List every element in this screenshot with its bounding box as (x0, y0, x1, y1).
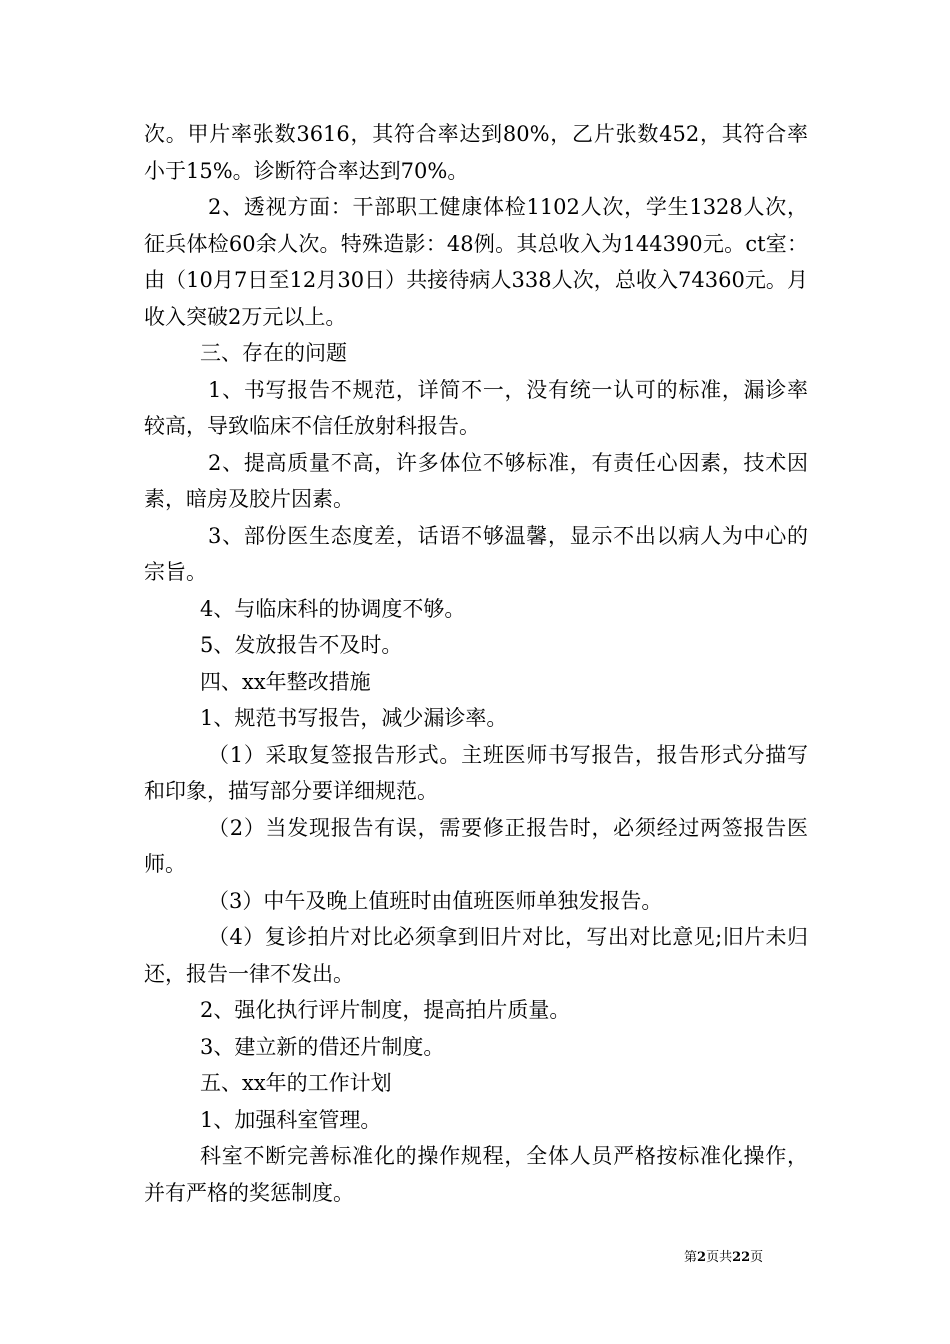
paragraph-15: 2、强化执行评片制度，提高拍片质量。 (200, 998, 571, 1022)
page-footer (684, 1250, 814, 1266)
paragraph-8: 5、发放报告不及时。 (200, 633, 403, 657)
paragraph-4: 1、书写报告不规范，详简不一，没有统一认可的标准，漏诊率较高，导致临床不信任放射科报告。 (144, 377, 808, 438)
paragraph-11: （1）采取复签报告形式。主班医师书写报告，报告形式分描写和印象，描写部分要详细规范。 (144, 742, 808, 803)
section-heading-5: 五、xx年的工作计划 (200, 1071, 392, 1095)
footer-middle: 页共 (706, 1250, 733, 1265)
paragraph-10: 1、规范书写报告，减少漏诊率。 (200, 706, 508, 730)
document-body (144, 116, 808, 1211)
paragraph-7: 4、与临床科的协调度不够。 (200, 596, 466, 621)
paragraph-18: 1、加强科室管理。 (200, 1107, 382, 1132)
footer-total-pages: 22 (732, 1250, 751, 1265)
section-heading-4: 四、xx年整改措施 (200, 669, 371, 694)
paragraph-5: 2、提高质量不高，许多体位不够标准，有责任心因素，技术因素，暗房及胶片因素。 (144, 450, 808, 511)
paragraph-19: 科室不断完善标准化的操作规程，全体人员严格按标准化操作，并有严格的奖惩制度。 (144, 1144, 808, 1205)
paragraph-14: （4）复诊拍片对比必须拿到旧片对比，写出对比意见;旧片未归还，报告一律不发出。 (144, 925, 808, 986)
paragraph-13: （3）中午及晚上值班时由值班医师单独发报告。 (208, 888, 663, 913)
section-heading-3: 三、存在的问题 (200, 341, 347, 365)
paragraph-6: 3、部份医生态度差，话语不够温馨，显示不出以病人为中心的宗旨。 (144, 523, 808, 584)
paragraph-16: 3、建立新的借还片制度。 (200, 1034, 445, 1059)
paragraph-1: 次。甲片率张数3616，其符合率达到80%，乙片张数452，其符合率小于15%。诊断符合率达到70%。 (144, 122, 808, 183)
paragraph-12: （2）当发现报告有误，需要修正报告时，必须经过两签报告医师。 (144, 815, 808, 876)
footer-suffix: 页 (750, 1250, 764, 1265)
footer-current-page: 2 (697, 1250, 707, 1265)
footer-prefix: 第 (684, 1250, 698, 1265)
paragraph-2: 2、透视方面：干部职工健康体检1102人次，学生1328人次，征兵体检60余人次。特殊造影：48例。其总收入为144390元。ct室：由（10月7日至12月30日）共接待病人338人次，总收入74360元。月收入突破2万元以上。 (144, 195, 808, 329)
